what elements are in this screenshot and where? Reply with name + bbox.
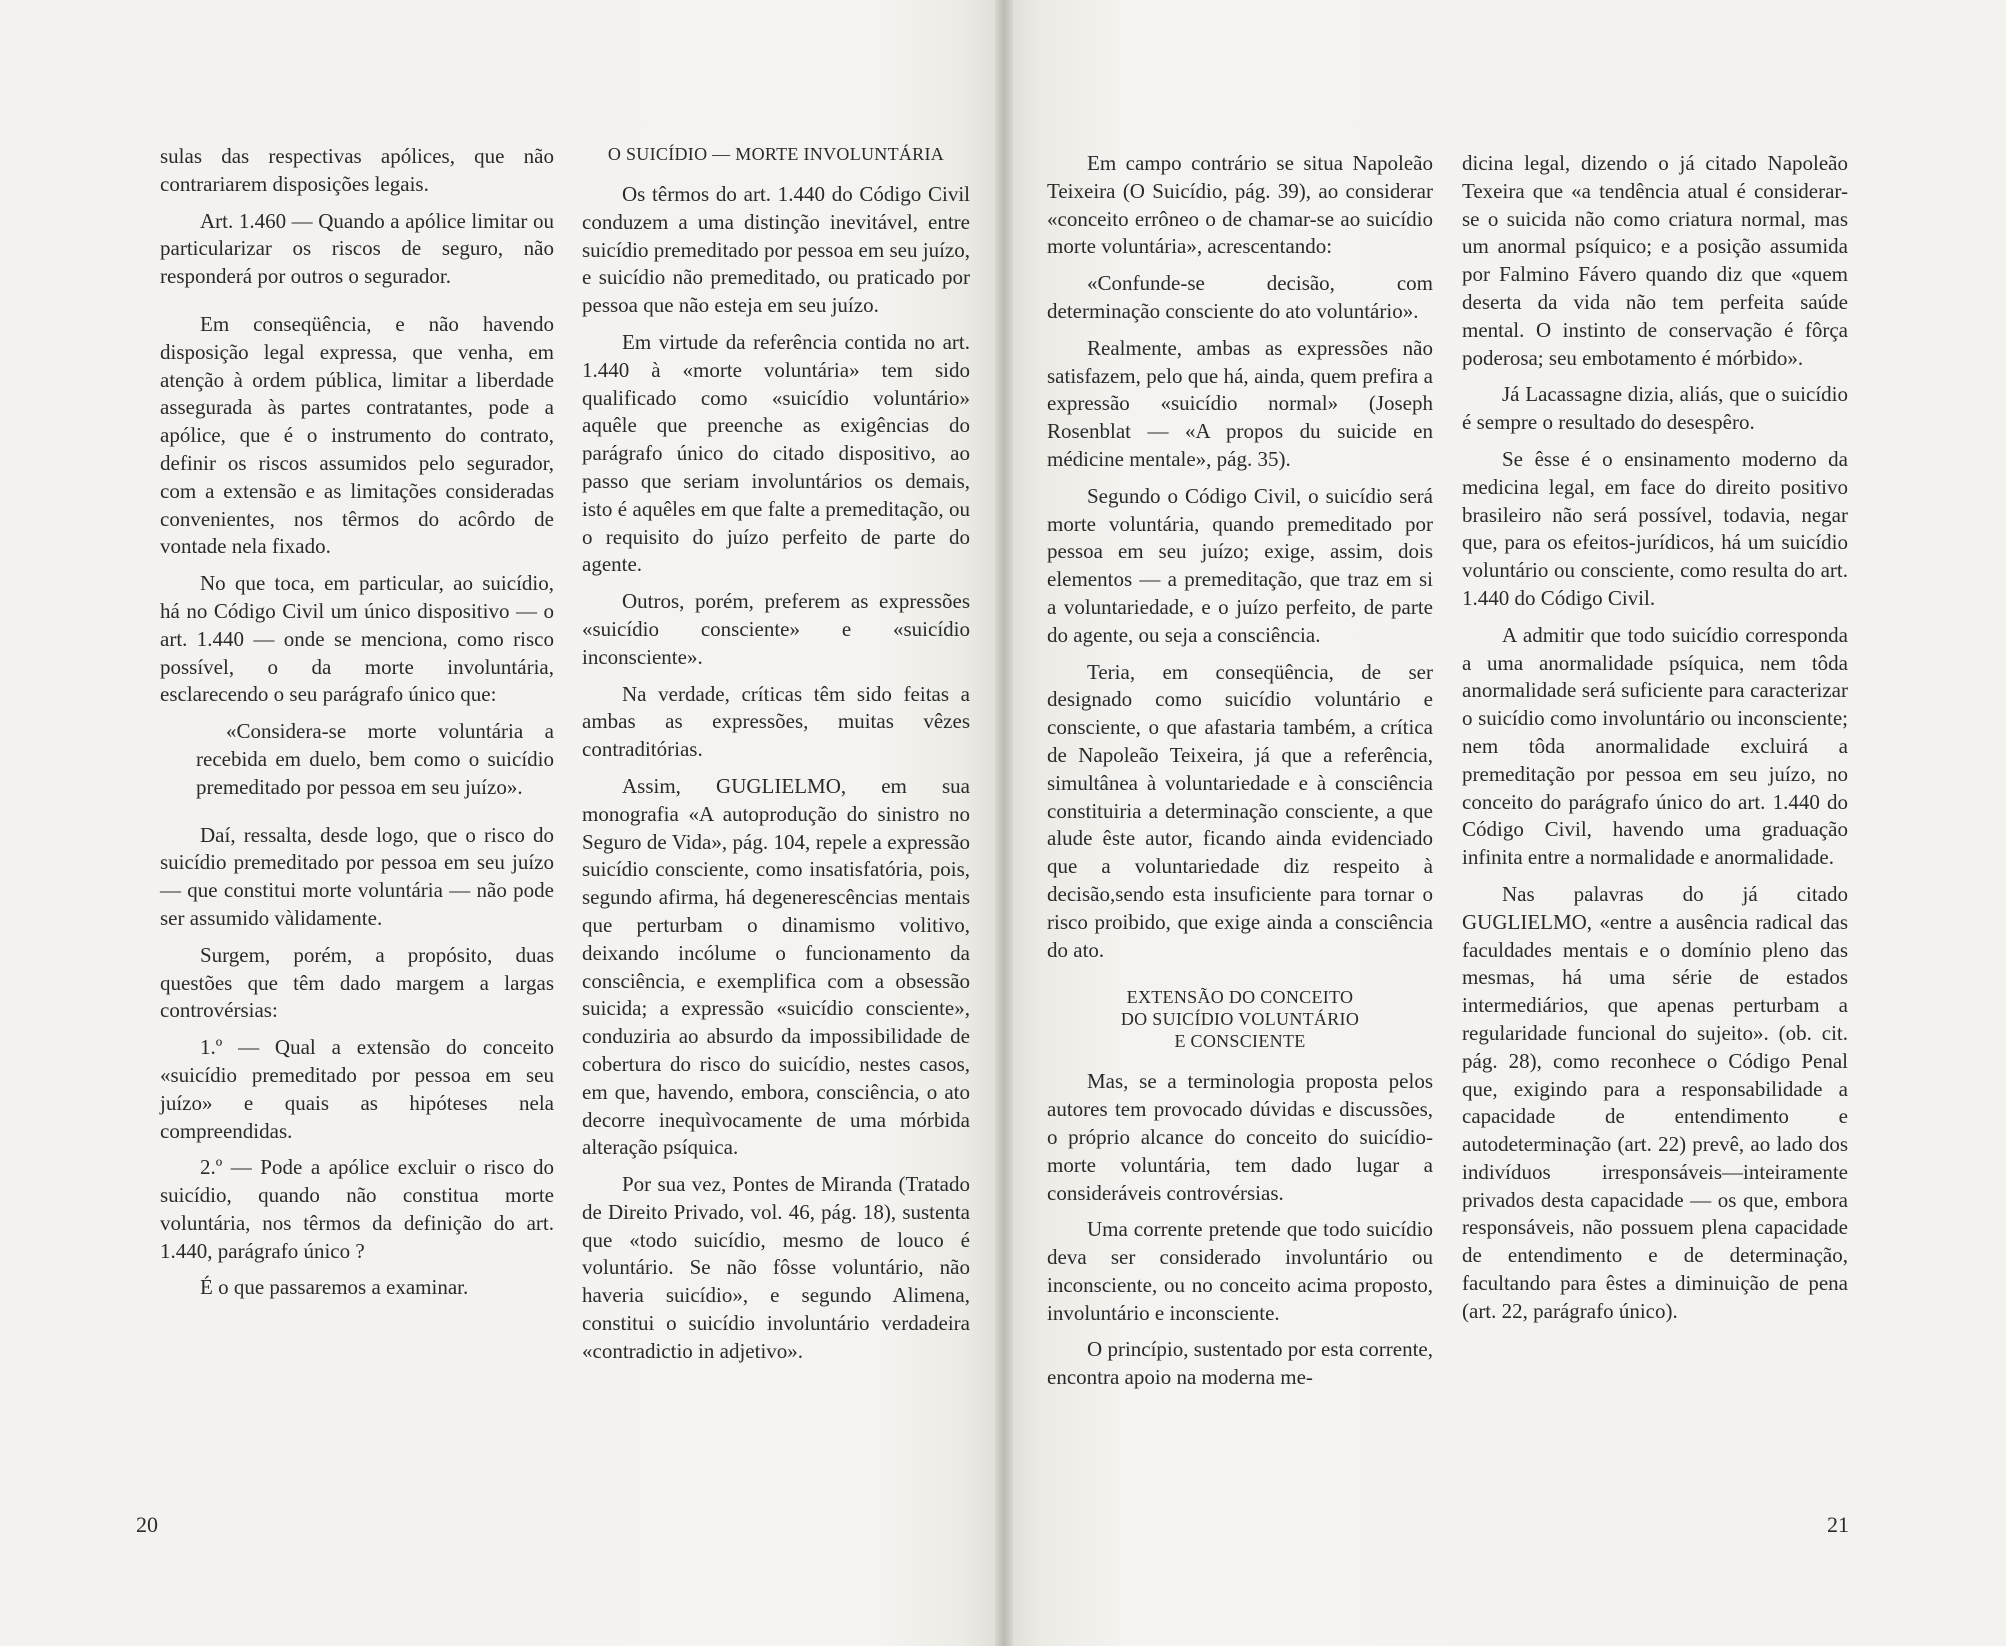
paragraph: Art. 1.460 — Quando a apólice limitar ou particularizar os riscos de seguro, não responderá por outros o segurador. (160, 208, 554, 289)
paragraph: Se êsse é o ensinamento moderno da medicina legal, em face do direito positivo brasileiro não será possível, todavia, negar que, para os efeitos-jurídicos, há um suicídio voluntário ou consciente, como resulta do art. 1.440 do Código Civil. (1462, 446, 1848, 610)
section-heading-line: E CONSCIENTE (1174, 1031, 1306, 1052)
right-page-column-1 (1047, 150, 1433, 1401)
paragraph: Daí, ressalta, desde logo, que o risco do suicídio premeditado por pessoa em seu juízo — que constitui morte voluntária — não pode ser assumido vàlidamente. (160, 822, 554, 930)
paragraph: Outros, porém, preferem as expressões «suicídio consciente» e «suicídio inconsciente». (582, 589, 970, 669)
section-heading-line: EXTENSÃO DO CONCEITO (1126, 987, 1354, 1008)
page-number-left: 20 (136, 1512, 158, 1537)
paragraph: «Confunde-se decisão, com determinação consciente do ato voluntário». (1047, 271, 1433, 323)
paragraph: Uma corrente pretende que todo suicídio deva ser considerado involuntário ou inconsciente, ou no conceito acima proposto, involuntário e inconsciente. (1047, 1217, 1433, 1325)
paragraph: Realmente, ambas as expressões não satisfazem, pelo que há, ainda, quem prefira a expressão «suicídio normal» (Joseph Rosenblat — «A propos du suicide en médicine mentale», pág. 35). (1047, 335, 1433, 471)
paragraph: Teria, em conseqüência, de ser designado como suicídio voluntário e consciente, o que afastaria também, a crítica de Napoleão Teixeira, já que a referência, simultânea à voluntariedade e à consciência constituiria a determinação consciente, a que alude êste autor, ficando ainda evidenciado que a voluntariedade diz respeito à decisão,sendo esta insuficiente para tornar o risco proibido, que exige ainda a consciência do ato. (1047, 659, 1433, 962)
paragraph: dicina legal, dizendo o já citado Napoleão Texeira que «a tendência atual é considerar-se o suicida não como criatura normal, mas um anormal psíquico; e a posição assumida por Falmino Fávero quando diz que «quem deserta da vida não tem perfeita saúde mental. O instinto de conservação é fôrça poderosa; seu embotamento é mórbido». (1462, 151, 1848, 370)
right-page (1003, 0, 2006, 1646)
right-page-column-2 (1462, 150, 1848, 1335)
left-page-column-1 (160, 143, 554, 1311)
paragraph: «Considera-se morte voluntária a recebida em duelo, bem como o suicídio premeditado por pessoa em seu juízo». (196, 719, 554, 799)
paragraph: 1.º — Qual a extensão do conceito «suicídio premeditado por pessoa em seu juízo» e quais as hipóteses nela compreendidas. (160, 1035, 554, 1143)
paragraph: sulas das respectivas apólices, que não contrariarem disposições legais. (160, 144, 554, 196)
paragraph: Mas, se a terminologia proposta pelos autores tem provocado dúvidas e discussões, o próprio alcance do conceito do suicídio-morte voluntária, tem dado lugar a consideráveis controvérsias. (1047, 1069, 1433, 1205)
paragraph: Em virtude da referência contida no art. 1.440 à «morte voluntária» tem sido qualificado como «suicídio voluntário» aquêle que preenche as exigências do parágrafo único do citado dispositivo, ao passo que seriam involuntários os demais, isto é aquêles em que falte a premeditação, ou o requisito do juízo perfeito de parte do agente. (582, 329, 970, 577)
paragraph: O princípio, sustentado por esta corrente, encontra apoio na moderna me- (1047, 1337, 1433, 1390)
section-heading-line: DO SUICÍDIO VOLUNTÁRIO (1120, 1009, 1360, 1030)
paragraph: 2.º — Pode a apólice excluir o risco do suicídio, quando não constitua morte voluntária, nos têrmos da definição do art. 1.440, parágrafo único ? (160, 1155, 554, 1263)
section-heading: O SUICÍDIO — MORTE INVOLUNTÁRIA (607, 144, 945, 164)
paragraph: Os têrmos do art. 1.440 do Código Civil conduzem a uma distinção inevitável, entre suicídio premeditado por pessoa em seu juízo, e suicídio não premeditado, ou praticado por pessoa que não esteja em seu juízo. (582, 182, 970, 318)
paragraph: Surgem, porém, a propósito, duas questões que têm dado margem a largas controvérsias: (160, 942, 554, 1023)
section-heading (1047, 986, 1433, 1052)
paragraph: Nas palavras do já citado GUGLIELMO, «entre a ausência radical das faculdades mentais e o domínio pleno das mesmas, há uma série de estados intermediários, que apenas perturbam a regularidade funcional do sujeito». (ob. cit. pág. 28), como reconhece o Código Penal que, exigindo para a responsabilidade a capacidade de entendimento e autodeterminação (art. 22) prevê, ao lado dos indivíduos irresponsáveis—inteiramente privados desta capacidade — os que, embora responsáveis, não possuem plena capacidade de entendimento e de determinação, facultando para êstes a diminuição de pena (art. 22, parágrafo único). (1462, 881, 1848, 1323)
paragraph: Em conseqüência, e não havendo disposição legal expressa, que venha, em atenção à ordem pública, limitar a liberdade assegurada às partes contratantes, pode a apólice, que é o instrumento do contrato, definir os riscos assumidos pelo segurador, com a extensão e as limitações consideradas convenientes, nos têrmos do acôrdo de vontade nela fixado. (160, 311, 554, 559)
paragraph: Em campo contrário se situa Napoleão Teixeira (O Suicídio, pág. 39), ao considerar «conceito errôneo o de chamar-se ao suicídio morte voluntária», acrescentando: (1047, 151, 1433, 259)
paragraph: Por sua vez, Pontes de Miranda (Tratado de Direito Privado, vol. 46, pág. 18), sustenta que «todo suicídio, mesmo de louco é voluntário. Se não fôsse voluntário, não haveria suicídio», e segundo Alimena, constitui o suicídio involuntário verdadeira «contradictio in adjetivo». (582, 1172, 970, 1363)
paragraph: Na verdade, críticas têm sido feitas a ambas as expressões, muitas vêzes contraditórias. (582, 681, 970, 762)
paragraph: Segundo o Código Civil, o suicídio será morte voluntária, quando premeditado por pessoa em seu juízo; exige, assim, dois elementos — a premeditação, que traz em si a voluntariedade, e o juízo perfeito, de parte do agente, ou seja a consciência. (1047, 483, 1433, 647)
book-gutter (995, 0, 1013, 1646)
paragraph: Já Lacassagne dizia, aliás, que o suicídio é sempre o resultado do desespêro. (1462, 382, 1848, 435)
paragraph: Assim, GUGLIELMO, em sua monografia «A autoprodução do sinistro no Seguro de Vida», pág. 104, repele a expressão suicídio consciente, como insatisfatória, pois, segundo afirma, há degenerescências mentais que perturbam o dinamismo volitivo, deixando incólume o funcionamento da consciência, e exemplifica com a obsessão suicida; a expressão «suicídio consciente», conduziria ao absurdo da impossibilidade de cobertura do risco do suicídio, nestes casos, em que, havendo, embora, consciência, o ato decorre inequìvocamente de uma mórbida alteração psíquica. (582, 773, 970, 1160)
left-page-column-2 (582, 143, 970, 1375)
paragraph: No que toca, em particular, ao suicídio, há no Código Civil um único dispositivo — o art. 1.440 — onde se menciona, como risco possível, o da morte involuntária, esclarecendo o seu parágrafo único que: (160, 571, 554, 707)
paragraph: A admitir que todo suicídio corresponda a uma anormalidade psíquica, nem tôda anormalidade será suficiente para caracterizar o suicídio como involuntário ou inconsciente; nem tôda anormalidade excluirá a premeditação por pessoa em seu juízo, no conceito do parágrafo único do art. 1.440 do Código Civil, havendo uma graduação infinita entre a normalidade e anormalidade. (1462, 622, 1848, 870)
paragraph: É o que passaremos a examinar. (200, 1275, 469, 1300)
page-number-right: 21 (1827, 1512, 1849, 1537)
